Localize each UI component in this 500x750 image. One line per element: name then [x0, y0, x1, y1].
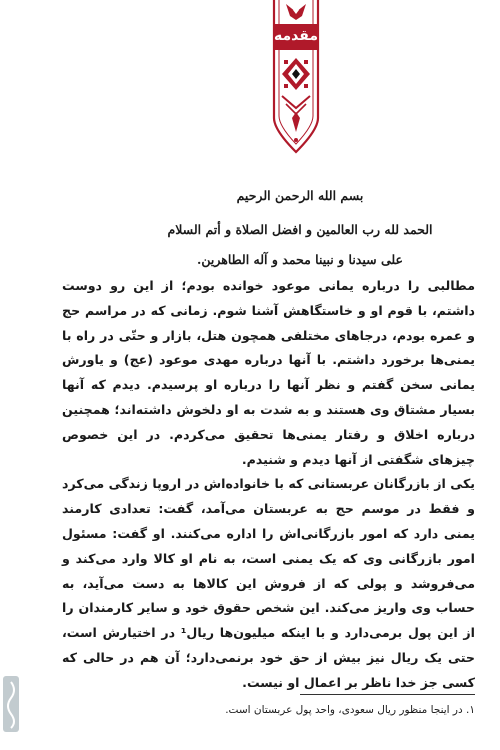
footnote: ۱. در اینجا منظور ریال سعودی، واحد پول عربستان است.	[225, 704, 475, 716]
paragraph: مطالبی را درباره یمانی موعود خوانده بودم؛ از این رو دوست داشتم، با قوم او و خاستگاهش آشنا شوم. زمانی که در مراسم حج و عمره بودم، درجاهای مختلفی همچون هتل، بازار و حتّی در راه با یمنی‌ها برخورد داشتم. با آنها درباره مهدی موعود (عج) و یاورش یمانی سخن گفتم و نظر آنها را درباره او پرسیدم. دیدم که آنها بسیار مشتاق وی هستند و به شدت به او دلخوش داشته‌اند؛ همچنین درباره اخلاق و رفتار یمنی‌ها تحقیق می‌کردم. در این خصوص چیزهای شگفتی از آنها دیدم و شنیدم.	[62, 278, 475, 467]
hamd-line: الحمد لله رب العالمين و افضل الصلاة و أتم السلام	[167, 222, 433, 237]
main-text	[62, 274, 475, 696]
salawat-line: علی سیدنا و نبینا محمد و آله الطاهرین.	[197, 252, 403, 267]
chapter-ornament-banner	[266, 0, 326, 160]
basmala-line: بسم الله الرحمن الرحیم	[236, 188, 364, 203]
publisher-logo-icon	[0, 668, 24, 738]
footnote-divider	[300, 694, 475, 695]
paragraph: یکی از بازرگانان عربستانی که با خانواده‌اش در اروپا زندگی می‌کرد و فقط در موسم حج به عربستان می‌آمد، گفت: تعدادی کارمند یمنی دارد که امور بازرگانی‌اش را اداره می‌کنند. او گفت: مسئول امور بازرگانی وی که یک یمنی است، به نام او کالا وارد می‌کند و می‌فروشد و پولی که از فروش این کالاها به دست می‌آید، به حساب وی واریز می‌کند. این شخص حقوق خود و سایر کارمندان را از این پول برمی‌دارد و با اینکه میلیون‌ها ریال¹ در اختیارش است، حتی یک ریال نیز بیش از حق خود برنمی‌دارد؛ آن هم در حالی که کسی جز خدا ناظر بر اعمال او نیست.	[62, 476, 475, 690]
chapter-title: مقدمه	[274, 28, 318, 44]
